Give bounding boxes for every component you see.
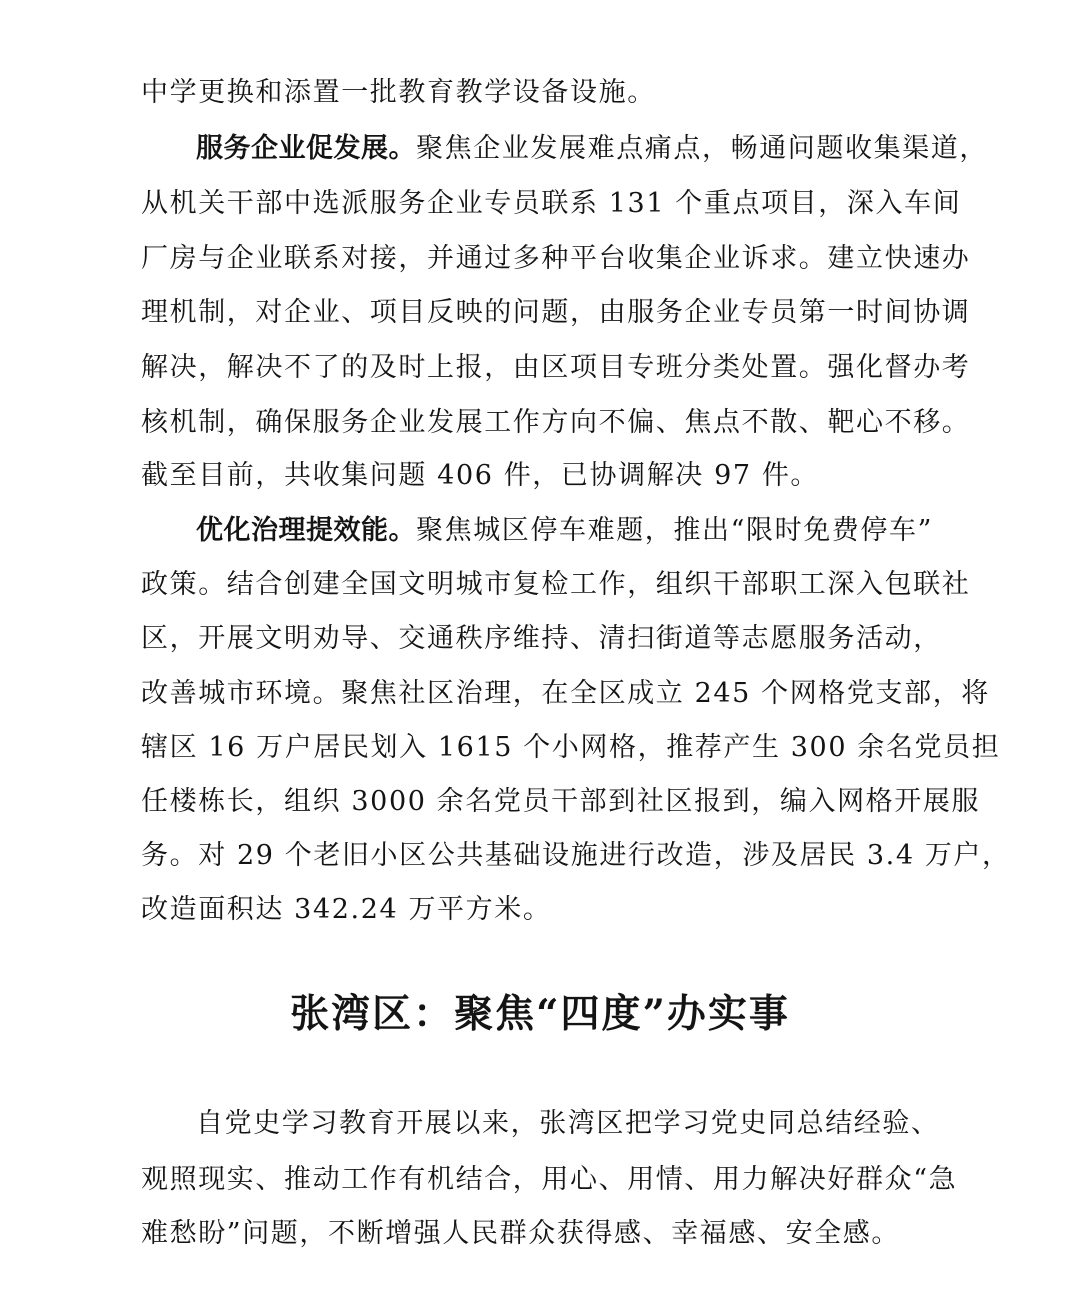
paragraph-line: 观照现实、推动工作有机结合，用心、用情、用力解决好群众“急 — [141, 1164, 958, 1195]
paragraph-line: 从机关干部中选派服务企业专员联系 131 个重点项目，深入车间 — [141, 188, 962, 219]
paragraph-line: 厂房与企业联系对接，并通过多种平台收集企业诉求。建立快速办 — [141, 243, 971, 274]
section-lead-title: 服务企业促发展。 — [196, 133, 416, 164]
paragraph-line: 自党史学习教育开展以来，张湾区把学习党史同总结经验、 — [196, 1108, 940, 1139]
paragraph-line: 辖区 16 万户居民划入 1615 个小网格，推荐产生 300 余名党员担 — [141, 732, 1001, 763]
paragraph-text: 聚焦企业发展难点痛点，畅通问题收集渠道， — [416, 133, 988, 164]
paragraph-text: 聚焦城区停车难题，推出“限时免费停车” — [416, 515, 934, 546]
paragraph-line: 截至目前，共收集问题 406 件，已协调解决 97 件。 — [141, 460, 820, 491]
paragraph-line: 政策。结合创建全国文明城市复检工作，组织干部职工深入包联社 — [141, 569, 971, 600]
paragraph-line: 区，开展文明劝导、交通秩序维持、清扫街道等志愿服务活动， — [141, 623, 942, 654]
section-heading: 张湾区：聚焦“四度”办实事 — [290, 991, 790, 1037]
paragraph-line: 解决，解决不了的及时上报，由区项目专班分类处置。强化督办考 — [141, 352, 971, 383]
paragraph-line — [196, 513, 933, 549]
paragraph-line — [196, 131, 988, 167]
paragraph-line: 改善城市环境。聚焦社区治理，在全区成立 245 个网格党支部，将 — [141, 678, 990, 709]
paragraph-line: 改造面积达 342.24 万平方米。 — [141, 894, 552, 925]
paragraph-line: 难愁盼”问题，不断增强人民群众获得感、幸福感、安全感。 — [141, 1218, 901, 1249]
paragraph-line: 任楼栋长，组织 3000 余名党员干部到社区报到，编入网格开展服 — [141, 786, 981, 817]
section-lead-title: 优化治理提效能。 — [196, 515, 416, 546]
paragraph-line: 务。对 29 个老旧小区公共基础设施进行改造，涉及居民 3.4 万户， — [141, 840, 1011, 871]
paragraph-line: 核机制，确保服务企业发展工作方向不偏、焦点不散、靶心不移。 — [141, 407, 971, 438]
paragraph-line: 理机制，对企业、项目反映的问题，由服务企业专员第一时间协调 — [141, 297, 971, 328]
paragraph-line: 中学更换和添置一批教育教学设备设施。 — [141, 77, 656, 108]
